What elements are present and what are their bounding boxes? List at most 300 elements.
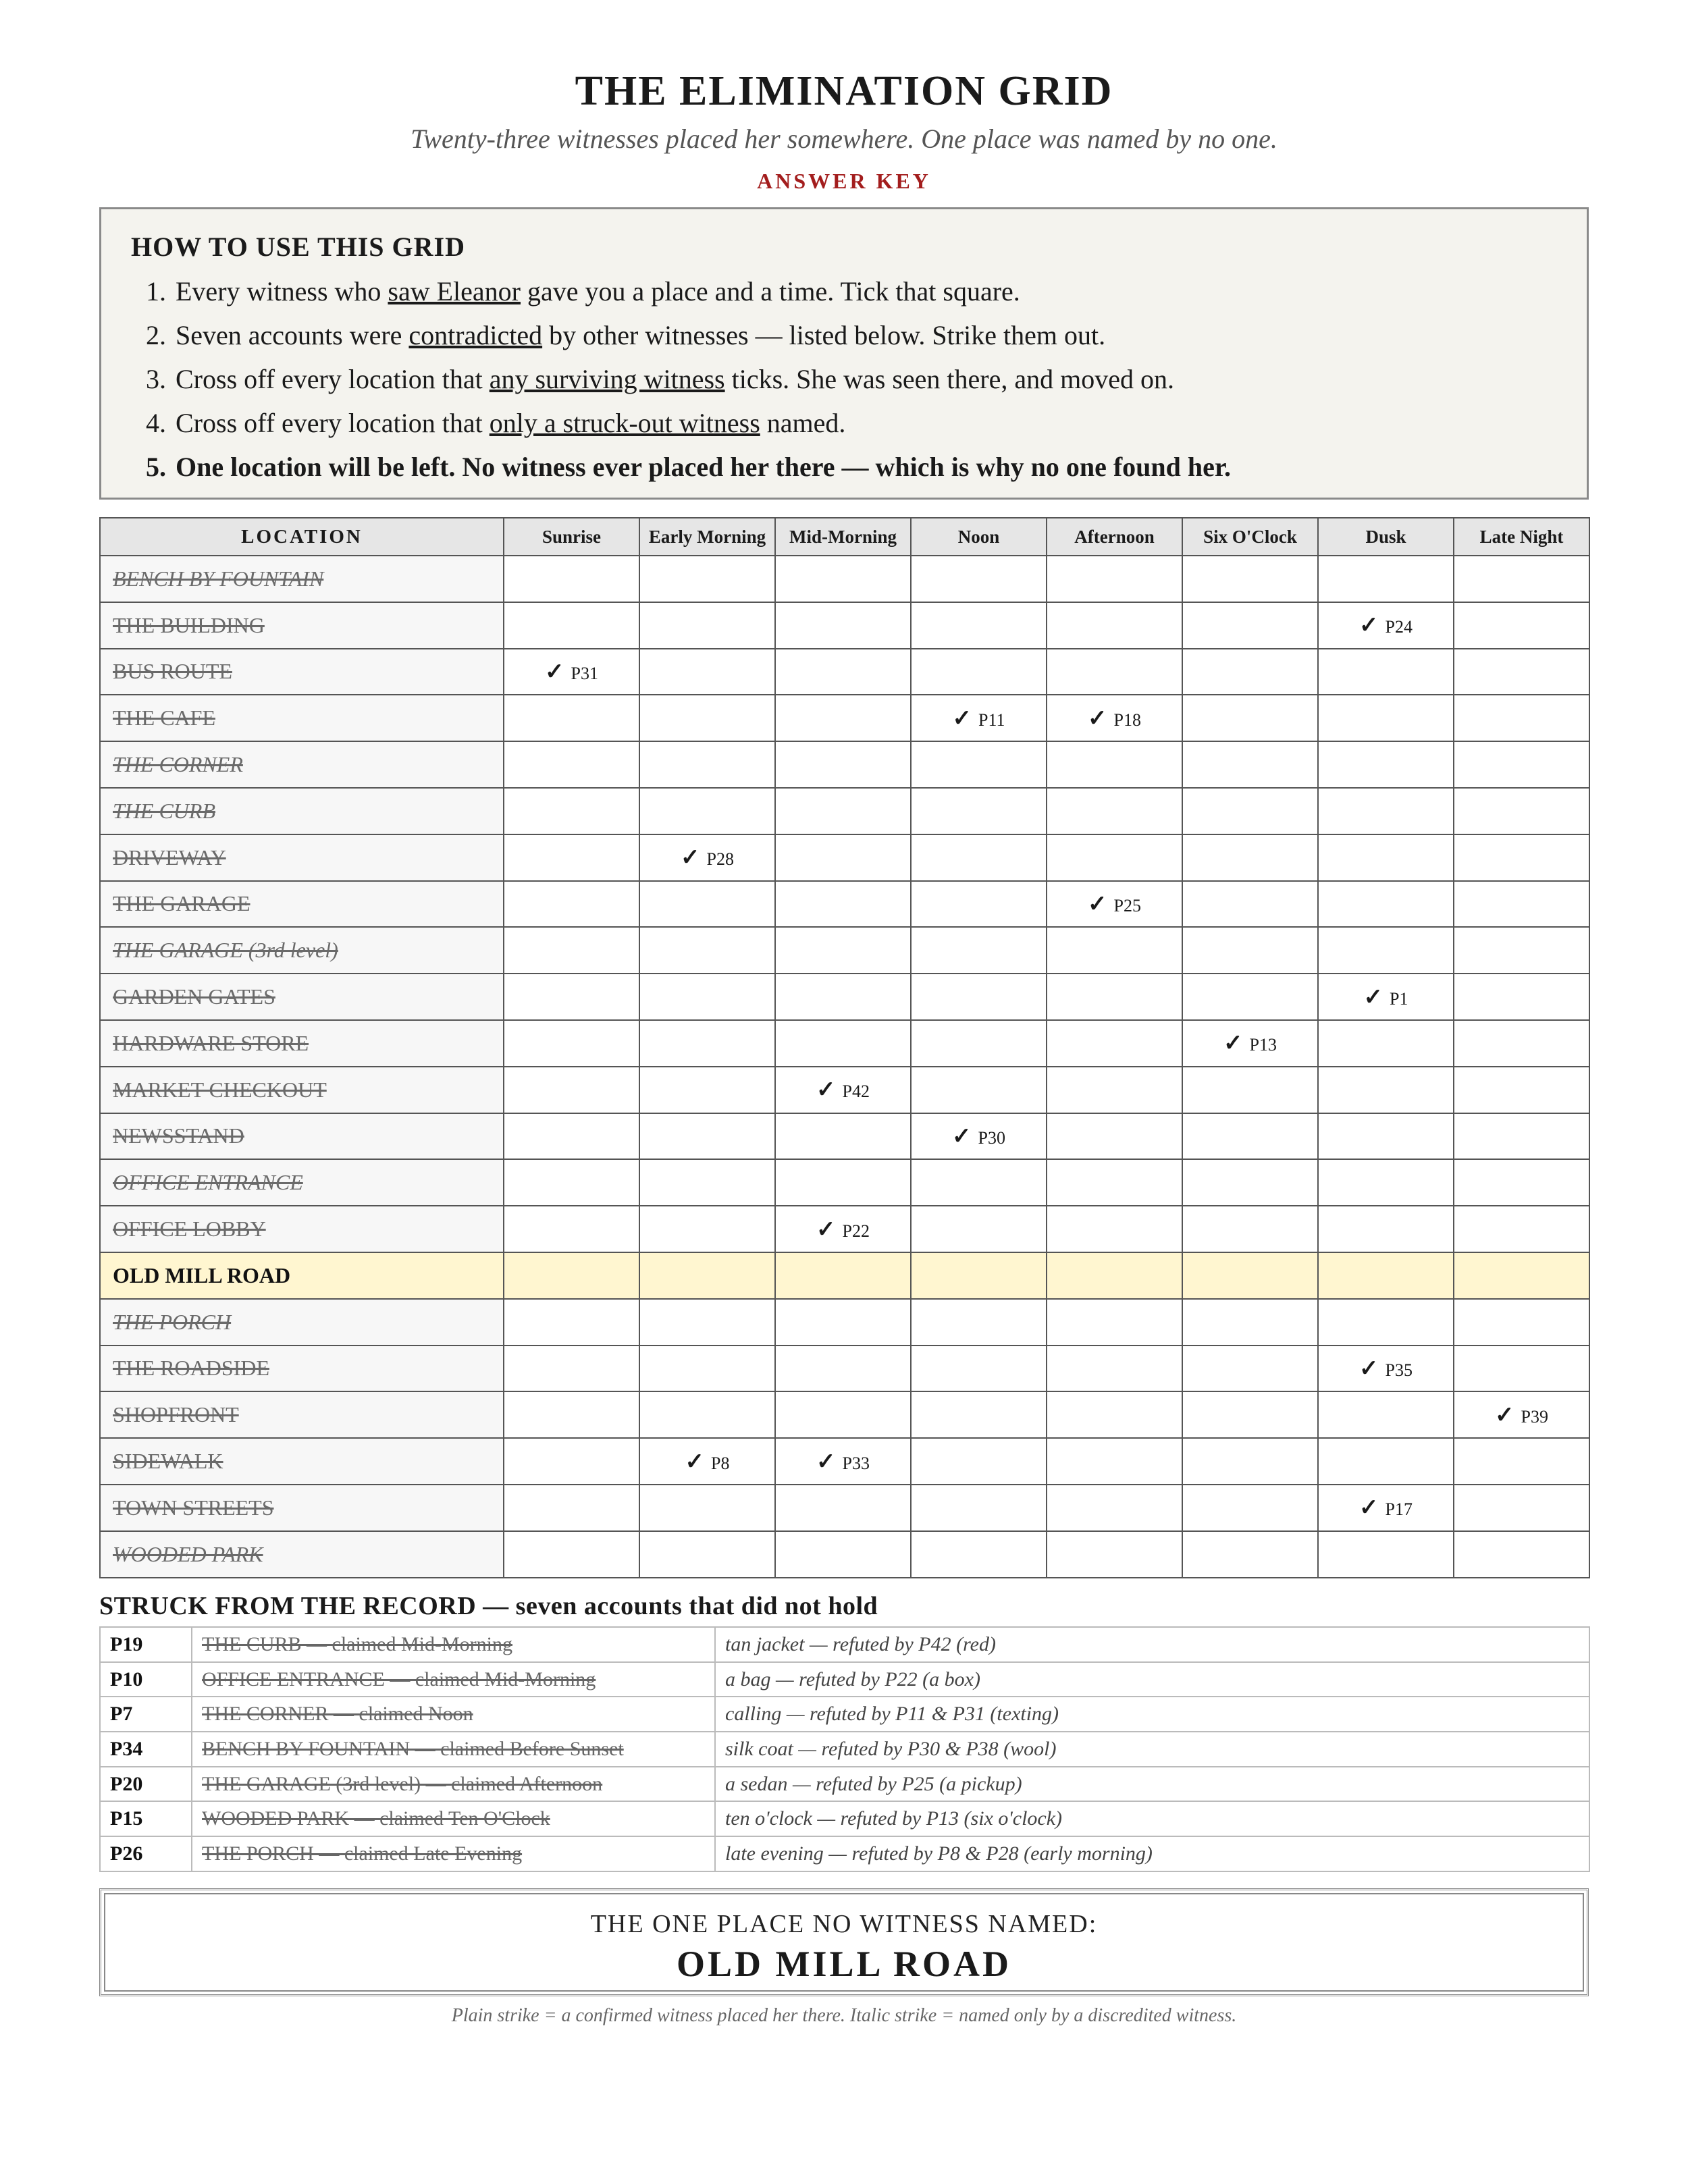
- time-column-header: Late Night: [1454, 518, 1589, 556]
- grid-cell: [1454, 881, 1589, 928]
- grid-cell: [911, 695, 1047, 741]
- grid-cell: [1047, 1020, 1182, 1067]
- struck-body: [100, 1627, 1589, 1871]
- grid-cell: [775, 1067, 911, 1113]
- location-name: THE ROADSIDE: [100, 1346, 504, 1392]
- struck-row: [100, 1836, 1589, 1871]
- location-name: OFFICE LOBBY: [100, 1206, 504, 1252]
- grid-cell: [504, 556, 639, 602]
- grid-cell: [1047, 556, 1182, 602]
- grid-row: [100, 695, 1589, 741]
- check-icon: ✓: [952, 1123, 972, 1149]
- grid-cell: [1318, 649, 1454, 695]
- grid-cell: [639, 881, 775, 928]
- grid-cell: [1047, 695, 1182, 741]
- grid-cell: [1318, 1206, 1454, 1252]
- grid-cell: [1182, 1159, 1318, 1206]
- grid-cell: [1318, 1485, 1454, 1531]
- struck-reason: a sedan — refuted by P25 (a pickup): [715, 1767, 1589, 1802]
- grid-cell: [639, 1438, 775, 1485]
- grid-cell: [639, 1531, 775, 1578]
- howto-step-emphasis: contradicted: [408, 320, 543, 350]
- grid-cell: [1047, 602, 1182, 649]
- grid-cell: [911, 834, 1047, 881]
- grid-cell: [504, 602, 639, 649]
- grid-cell: [1182, 834, 1318, 881]
- struck-claim: OFFICE ENTRANCE — claimed Mid-Morning: [192, 1662, 715, 1697]
- location-name: TOWN STREETS: [100, 1485, 504, 1531]
- location-name: NEWSSTAND: [100, 1113, 504, 1160]
- grid-cell: [775, 788, 911, 834]
- grid-cell: [1047, 1485, 1182, 1531]
- location-name: MARKET CHECKOUT: [100, 1067, 504, 1113]
- struck-row: [100, 1697, 1589, 1732]
- grid-cell: [1318, 602, 1454, 649]
- grid-cell: [775, 1346, 911, 1392]
- check-icon: ✓: [1359, 613, 1379, 639]
- grid-cell: [1318, 1252, 1454, 1299]
- location-name: WOODED PARK: [100, 1531, 504, 1578]
- grid-cell: [1182, 1485, 1318, 1531]
- struck-reason: calling — refuted by P11 & P31 (texting): [715, 1697, 1589, 1732]
- check-icon: ✓: [816, 1077, 836, 1103]
- grid-cell: [1047, 1067, 1182, 1113]
- witness-id: P42: [842, 1082, 870, 1102]
- grid-cell: [1318, 1346, 1454, 1392]
- grid-row: [100, 1438, 1589, 1485]
- witness-id: P22: [842, 1221, 870, 1241]
- grid-cell: [1047, 1299, 1182, 1346]
- check-icon: ✓: [1359, 1495, 1379, 1521]
- location-name: BENCH BY FOUNTAIN: [100, 556, 504, 602]
- grid-cell: [1047, 1113, 1182, 1160]
- struck-claim: WOODED PARK — claimed Ten O'Clock: [192, 1801, 715, 1836]
- grid-cell: [504, 1206, 639, 1252]
- howto-step-text: Cross off every location that: [176, 408, 490, 438]
- grid-cell: [1454, 741, 1589, 788]
- grid-cell: [1454, 1485, 1589, 1531]
- grid-cell: [1318, 695, 1454, 741]
- elimination-grid: [99, 517, 1590, 1578]
- grid-row: [100, 834, 1589, 881]
- grid-cell: [775, 556, 911, 602]
- witness-id: P17: [1385, 1499, 1413, 1520]
- grid-cell: [1182, 1438, 1318, 1485]
- grid-cell: [911, 1485, 1047, 1531]
- grid-cell: [911, 927, 1047, 974]
- howto-steps: [131, 269, 1557, 489]
- grid-cell: [1454, 602, 1589, 649]
- grid-cell: [639, 741, 775, 788]
- struck-reason: silk coat — refuted by P30 & P38 (wool): [715, 1732, 1589, 1767]
- location-name: THE PORCH: [100, 1299, 504, 1346]
- grid-cell: [911, 602, 1047, 649]
- grid-cell: [911, 974, 1047, 1020]
- howto-step-number: 4.: [146, 408, 166, 438]
- grid-cell: [775, 1391, 911, 1438]
- grid-cell: [1182, 1206, 1318, 1252]
- grid-cell: [504, 1391, 639, 1438]
- grid-cell: [911, 1113, 1047, 1160]
- grid-cell: [639, 1206, 775, 1252]
- grid-cell: [1047, 1346, 1182, 1392]
- grid-cell: [911, 1438, 1047, 1485]
- grid-cell: [639, 1485, 775, 1531]
- grid-cell: [775, 1531, 911, 1578]
- grid-cell: [504, 1113, 639, 1160]
- grid-cell: [1454, 1531, 1589, 1578]
- grid-cell: [775, 1438, 911, 1485]
- grid-cell: [1182, 649, 1318, 695]
- grid-cell: [775, 1206, 911, 1252]
- grid-cell: [775, 1252, 911, 1299]
- grid-cell: [775, 695, 911, 741]
- location-name: THE GARAGE (3rd level): [100, 927, 504, 974]
- grid-cell: [639, 649, 775, 695]
- grid-cell: [1454, 1391, 1589, 1438]
- grid-cell: [1182, 881, 1318, 928]
- grid-cell: [504, 1159, 639, 1206]
- grid-cell: [504, 974, 639, 1020]
- grid-cell: [504, 1020, 639, 1067]
- struck-row: [100, 1767, 1589, 1802]
- struck-witness-id: P7: [100, 1697, 192, 1732]
- grid-row: [100, 1299, 1589, 1346]
- struck-row: [100, 1662, 1589, 1697]
- howto-step-text: Every witness who: [176, 276, 388, 307]
- time-column-header: Six O'Clock: [1182, 518, 1318, 556]
- grid-cell: [911, 1206, 1047, 1252]
- howto-step: [131, 269, 1557, 313]
- grid-cell: [504, 1346, 639, 1392]
- grid-row: [100, 649, 1589, 695]
- time-column-header: Afternoon: [1047, 518, 1182, 556]
- struck-claim: BENCH BY FOUNTAIN — claimed Before Sunset: [192, 1732, 715, 1767]
- howto-step-text: Seven accounts were: [176, 320, 409, 350]
- grid-cell: [911, 1391, 1047, 1438]
- grid-header-row: [100, 518, 1589, 556]
- struck-reason: a bag — refuted by P22 (a box): [715, 1662, 1589, 1697]
- grid-cell: [1182, 556, 1318, 602]
- howto-step-text: One location will be left. No witness ever placed her there — which is why no one found her.: [176, 452, 1231, 482]
- struck-witness-id: P10: [100, 1662, 192, 1697]
- grid-cell: [504, 741, 639, 788]
- location-name: GARDEN GATES: [100, 974, 504, 1020]
- grid-cell: [911, 881, 1047, 928]
- grid-cell: [1454, 834, 1589, 881]
- grid-cell: [1454, 1113, 1589, 1160]
- grid-cell: [1318, 1020, 1454, 1067]
- grid-cell: [1047, 741, 1182, 788]
- check-icon: ✓: [816, 1217, 836, 1242]
- witness-id: P1: [1390, 988, 1408, 1009]
- struck-heading: STRUCK FROM THE RECORD — seven accounts that did not hold: [99, 1592, 878, 1620]
- check-icon: ✓: [545, 659, 564, 685]
- grid-cell: [911, 1299, 1047, 1346]
- struck-witness-id: P34: [100, 1732, 192, 1767]
- howto-step-emphasis: any surviving witness: [489, 364, 725, 394]
- grid-row: [100, 1346, 1589, 1392]
- grid-cell: [1047, 1252, 1182, 1299]
- grid-cell: [1047, 974, 1182, 1020]
- check-icon: ✓: [1359, 1356, 1379, 1381]
- struck-claim: THE CURB — claimed Mid-Morning: [192, 1627, 715, 1662]
- grid-row: [100, 741, 1589, 788]
- grid-cell: [1047, 834, 1182, 881]
- grid-cell: [1454, 1252, 1589, 1299]
- grid-cell: [1318, 1159, 1454, 1206]
- grid-cell: [504, 695, 639, 741]
- grid-row: [100, 1206, 1589, 1252]
- time-column-header: Early Morning: [639, 518, 775, 556]
- grid-cell: [1318, 1438, 1454, 1485]
- grid-cell: [1454, 1206, 1589, 1252]
- grid-cell: [1182, 788, 1318, 834]
- grid-cell: [504, 881, 639, 928]
- grid-cell: [639, 927, 775, 974]
- grid-cell: [504, 1299, 639, 1346]
- howto-step-text-end: by other witnesses — listed below. Strike them out.: [542, 320, 1106, 350]
- location-name: THE GARAGE: [100, 881, 504, 928]
- howto-step-number: 1.: [146, 276, 166, 307]
- grid-cell: [639, 602, 775, 649]
- grid-cell: [639, 1391, 775, 1438]
- grid-cell: [775, 1299, 911, 1346]
- grid-cell: [911, 649, 1047, 695]
- howto-step-text: Cross off every location that: [176, 364, 490, 394]
- time-column-header: Sunrise: [504, 518, 639, 556]
- grid-row: [100, 1020, 1589, 1067]
- grid-cell: [504, 927, 639, 974]
- grid-cell: [1182, 1531, 1318, 1578]
- grid-cell: [1318, 1391, 1454, 1438]
- grid-cell: [639, 1067, 775, 1113]
- location-name: DRIVEWAY: [100, 834, 504, 881]
- grid-body: [100, 556, 1589, 1578]
- struck-claim: THE GARAGE (3rd level) — claimed Afternoon: [192, 1767, 715, 1802]
- struck-row: [100, 1627, 1589, 1662]
- grid-cell: [911, 788, 1047, 834]
- location-name: THE CORNER: [100, 741, 504, 788]
- howto-step: [131, 445, 1557, 489]
- grid-cell: [911, 1252, 1047, 1299]
- grid-row: [100, 1159, 1589, 1206]
- location-name: OLD MILL ROAD: [100, 1252, 504, 1299]
- struck-reason: tan jacket — refuted by P42 (red): [715, 1627, 1589, 1662]
- grid-cell: [1318, 788, 1454, 834]
- grid-cell: [1318, 1531, 1454, 1578]
- grid-cell: [639, 974, 775, 1020]
- answer-value: OLD MILL ROAD: [676, 1944, 1012, 1984]
- grid-row: [100, 602, 1589, 649]
- grid-cell: [1318, 974, 1454, 1020]
- time-column-header: Dusk: [1318, 518, 1454, 556]
- grid-cell: [1182, 974, 1318, 1020]
- grid-cell: [504, 1485, 639, 1531]
- time-column-header: Mid-Morning: [775, 518, 911, 556]
- grid-cell: [1454, 927, 1589, 974]
- location-name: HARDWARE STORE: [100, 1020, 504, 1067]
- witness-id: P33: [842, 1453, 870, 1473]
- grid-row: [100, 788, 1589, 834]
- location-name: THE CURB: [100, 788, 504, 834]
- grid-cell: [1182, 1252, 1318, 1299]
- grid-row: [100, 974, 1589, 1020]
- check-icon: ✓: [685, 1449, 705, 1474]
- witness-id: P35: [1385, 1360, 1413, 1380]
- howto-step-emphasis: only a struck-out witness: [489, 408, 760, 438]
- check-icon: ✓: [1495, 1402, 1514, 1428]
- grid-cell: [1454, 1438, 1589, 1485]
- location-name: SIDEWALK: [100, 1438, 504, 1485]
- grid-cell: [911, 1346, 1047, 1392]
- grid-cell: [775, 974, 911, 1020]
- grid-cell: [1182, 1067, 1318, 1113]
- howto-step-emphasis: saw Eleanor: [388, 276, 521, 307]
- howto-step-number: 5.: [146, 452, 166, 482]
- struck-reason: ten o'clock — refuted by P13 (six o'clock): [715, 1801, 1589, 1836]
- grid-cell: [1047, 649, 1182, 695]
- grid-row: [100, 1113, 1589, 1160]
- page-subtitle: Twenty-three witnesses placed her somewhere. One place was named by no one.: [411, 124, 1277, 154]
- grid-cell: [1182, 1020, 1318, 1067]
- grid-cell: [504, 788, 639, 834]
- grid-cell: [775, 881, 911, 928]
- location-name: THE BUILDING: [100, 602, 504, 649]
- grid-row: [100, 927, 1589, 974]
- grid-cell: [911, 556, 1047, 602]
- grid-cell: [639, 788, 775, 834]
- grid-cell: [1047, 788, 1182, 834]
- answer-box: [99, 1888, 1589, 1996]
- grid-cell: [1182, 695, 1318, 741]
- grid-cell: [911, 1159, 1047, 1206]
- grid-row: [100, 1391, 1589, 1438]
- struck-table: [99, 1626, 1590, 1872]
- location-name: OFFICE ENTRANCE: [100, 1159, 504, 1206]
- struck-reason: late evening — refuted by P8 & P28 (early morning): [715, 1836, 1589, 1871]
- grid-cell: [775, 927, 911, 974]
- grid-cell: [639, 834, 775, 881]
- grid-cell: [911, 1067, 1047, 1113]
- grid-cell: [504, 1438, 639, 1485]
- witness-id: P30: [978, 1127, 1005, 1148]
- grid-cell: [1182, 602, 1318, 649]
- grid-cell: [1047, 881, 1182, 928]
- witness-id: P8: [711, 1453, 730, 1473]
- grid-cell: [1318, 927, 1454, 974]
- grid-cell: [775, 834, 911, 881]
- grid-cell: [504, 1531, 639, 1578]
- struck-witness-id: P20: [100, 1767, 192, 1802]
- witness-id: P28: [706, 849, 734, 870]
- howto-step-number: 2.: [146, 320, 166, 350]
- grid-cell: [639, 1159, 775, 1206]
- grid-cell: [1318, 1067, 1454, 1113]
- check-icon: ✓: [1088, 891, 1107, 917]
- grid-cell: [775, 602, 911, 649]
- howto-step: [131, 313, 1557, 357]
- struck-witness-id: P19: [100, 1627, 192, 1662]
- grid-cell: [1318, 834, 1454, 881]
- grid-cell: [639, 695, 775, 741]
- witness-id: P18: [1113, 710, 1141, 730]
- grid-cell: [1454, 695, 1589, 741]
- grid-cell: [911, 1531, 1047, 1578]
- grid-cell: [1182, 1113, 1318, 1160]
- grid-cell: [911, 741, 1047, 788]
- footnote: Plain strike = a confirmed witness placed her there. Italic strike = named only by a discredited witness.: [451, 2005, 1237, 2026]
- struck-row: [100, 1801, 1589, 1836]
- grid-cell: [504, 834, 639, 881]
- howto-step: [131, 357, 1557, 401]
- howto-step-text-end: gave you a place and a time. Tick that square.: [521, 276, 1020, 307]
- grid-cell: [1454, 1299, 1589, 1346]
- grid-cell: [1318, 1113, 1454, 1160]
- grid-cell: [1047, 1391, 1182, 1438]
- answer-label: THE ONE PLACE NO WITNESS NAMED:: [590, 1910, 1098, 1938]
- grid-cell: [639, 1020, 775, 1067]
- struck-witness-id: P15: [100, 1801, 192, 1836]
- grid-row: [100, 1067, 1589, 1113]
- grid-cell: [1318, 881, 1454, 928]
- answer-key-label: ANSWER KEY: [757, 169, 931, 193]
- grid-cell: [775, 1159, 911, 1206]
- witness-id: P39: [1521, 1406, 1548, 1427]
- witness-id: P11: [978, 710, 1005, 730]
- grid-cell: [911, 1020, 1047, 1067]
- grid-row: [100, 881, 1589, 928]
- check-icon: ✓: [1088, 705, 1107, 731]
- grid-cell: [1047, 1206, 1182, 1252]
- witness-id: P31: [571, 663, 598, 683]
- grid-cell: [1454, 974, 1589, 1020]
- struck-row: [100, 1732, 1589, 1767]
- struck-claim: THE PORCH — claimed Late Evening: [192, 1836, 715, 1871]
- grid-cell: [1454, 1067, 1589, 1113]
- location-name: SHOPFRONT: [100, 1391, 504, 1438]
- grid-cell: [1318, 556, 1454, 602]
- grid-cell: [1454, 556, 1589, 602]
- grid-cell: [775, 1113, 911, 1160]
- struck-claim: THE CORNER — claimed Noon: [192, 1697, 715, 1732]
- grid-row: [100, 1531, 1589, 1578]
- grid-row: [100, 1485, 1589, 1531]
- howto-step-number: 3.: [146, 364, 166, 394]
- check-icon: ✓: [1363, 984, 1383, 1010]
- grid-cell: [1318, 741, 1454, 788]
- howto-step-text-end: named.: [760, 408, 846, 438]
- location-column-header: LOCATION: [100, 518, 504, 556]
- grid-cell: [1182, 741, 1318, 788]
- grid-row-answer: [100, 1252, 1589, 1299]
- check-icon: ✓: [952, 705, 972, 731]
- grid-row: [100, 556, 1589, 602]
- grid-cell: [775, 1020, 911, 1067]
- grid-cell: [1047, 1159, 1182, 1206]
- grid-cell: [1318, 1299, 1454, 1346]
- grid-cell: [1047, 927, 1182, 974]
- grid-cell: [1182, 1391, 1318, 1438]
- grid-cell: [775, 649, 911, 695]
- time-column-header: Noon: [911, 518, 1047, 556]
- grid-cell: [775, 1485, 911, 1531]
- grid-cell: [1454, 649, 1589, 695]
- howto-step-text-end: ticks. She was seen there, and moved on.: [724, 364, 1174, 394]
- location-name: THE CAFE: [100, 695, 504, 741]
- check-icon: ✓: [681, 845, 700, 871]
- grid-cell: [1047, 1531, 1182, 1578]
